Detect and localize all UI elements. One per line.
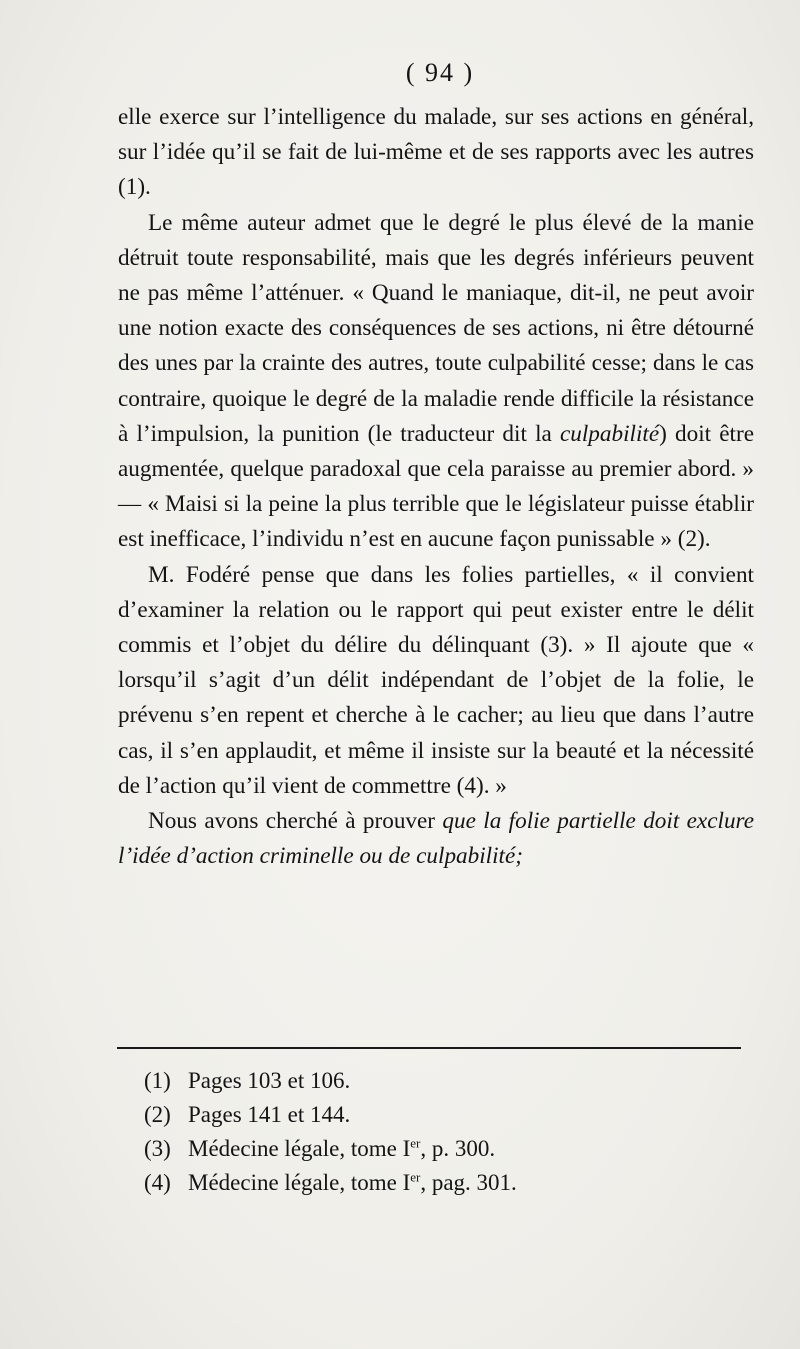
- footnote-3-tail: , p. 300.: [420, 1136, 496, 1161]
- footnote-2: [144, 1098, 744, 1132]
- paragraph-1: [118, 100, 754, 206]
- paragraph-2-text-a: Le même auteur admet que le degré le plus élevé de la manie détruit toute responsabilité, mais que les degrés inférieurs peuvent ne pas même l’atténuer. « Quand le maniaque, dit-il, ne peut avoir une notion exacte des conséquences de ses actions, ni être détourné des unes par la crainte des autres, toute culpabilité cesse; dans le cas contraire, quoique le degré de la maladie rende difficile la résistance à l’impulsion, la punition (le traducteur dit la: [118, 209, 754, 447]
- paragraph-2-text-b: ) doit être augmentée, quelque paradoxal que cela paraisse au premier abord. » — « Maisi si la peine la plus terrible que le législateur puisse établir est inefficace, l’individu n’est en aucune façon punissable » (2).: [118, 420, 754, 553]
- footnote-1-text: Pages 103 et 106.: [188, 1068, 351, 1093]
- footnote-3: [144, 1132, 744, 1166]
- footnote-4-tail: , pag. 301.: [420, 1170, 517, 1195]
- footnote-3-number: (3): [144, 1136, 171, 1161]
- paragraph-3-text: M. Fodéré pense que dans les folies partielles, « il convient d’examiner la relation ou le rapport qui peut exister entre le délit commis et l’objet du délire du délinquant (3). » Il ajoute que « lorsqu’il s’agit d’un délit indépendant de l’objet de la folie, le prévenu s’en repent et cherche à le cacher; au lieu que dans l’autre cas, il s’en applaudit, et même il insiste sur la beauté et la nécessité de l’action qu’il vient de commettre (4). »: [118, 561, 754, 799]
- footnote-4-superscript: er: [410, 1169, 421, 1185]
- paragraph-2-italic-word: culpabilité: [559, 420, 660, 447]
- paragraph-4-italic-text: que la folie partielle doit exclure l’idée d’action criminelle ou de culpabilité;: [118, 808, 755, 870]
- footnote-1: [144, 1064, 744, 1098]
- paragraph-1-text: elle exerce sur l’intelligence du malade, sur ses actions en général, sur l’idée qu’il se fait de lui-même et de ses rapports avec les autres (1).: [118, 104, 754, 201]
- footnote-divider: [117, 1047, 741, 1049]
- footnote-4: [144, 1166, 744, 1200]
- body-text: [118, 100, 754, 874]
- footnote-2-text: Pages 141 et 144.: [188, 1102, 351, 1127]
- footnote-3-superscript: er: [410, 1135, 421, 1151]
- footnotes: [144, 1064, 744, 1200]
- paragraph-2: [118, 206, 754, 558]
- paragraph-3: [118, 558, 754, 804]
- footnote-3-text: Médecine légale, tome I: [188, 1136, 411, 1161]
- footnote-4-number: (4): [144, 1170, 171, 1195]
- footnote-4-text: Médecine légale, tome I: [188, 1170, 411, 1195]
- paragraph-4: [118, 804, 754, 874]
- footnote-1-number: (1): [144, 1068, 171, 1093]
- page-number: ( 94 ): [405, 58, 475, 87]
- paragraph-4-text: Nous avons cherché à prouver: [148, 808, 443, 835]
- footnote-2-number: (2): [144, 1102, 171, 1127]
